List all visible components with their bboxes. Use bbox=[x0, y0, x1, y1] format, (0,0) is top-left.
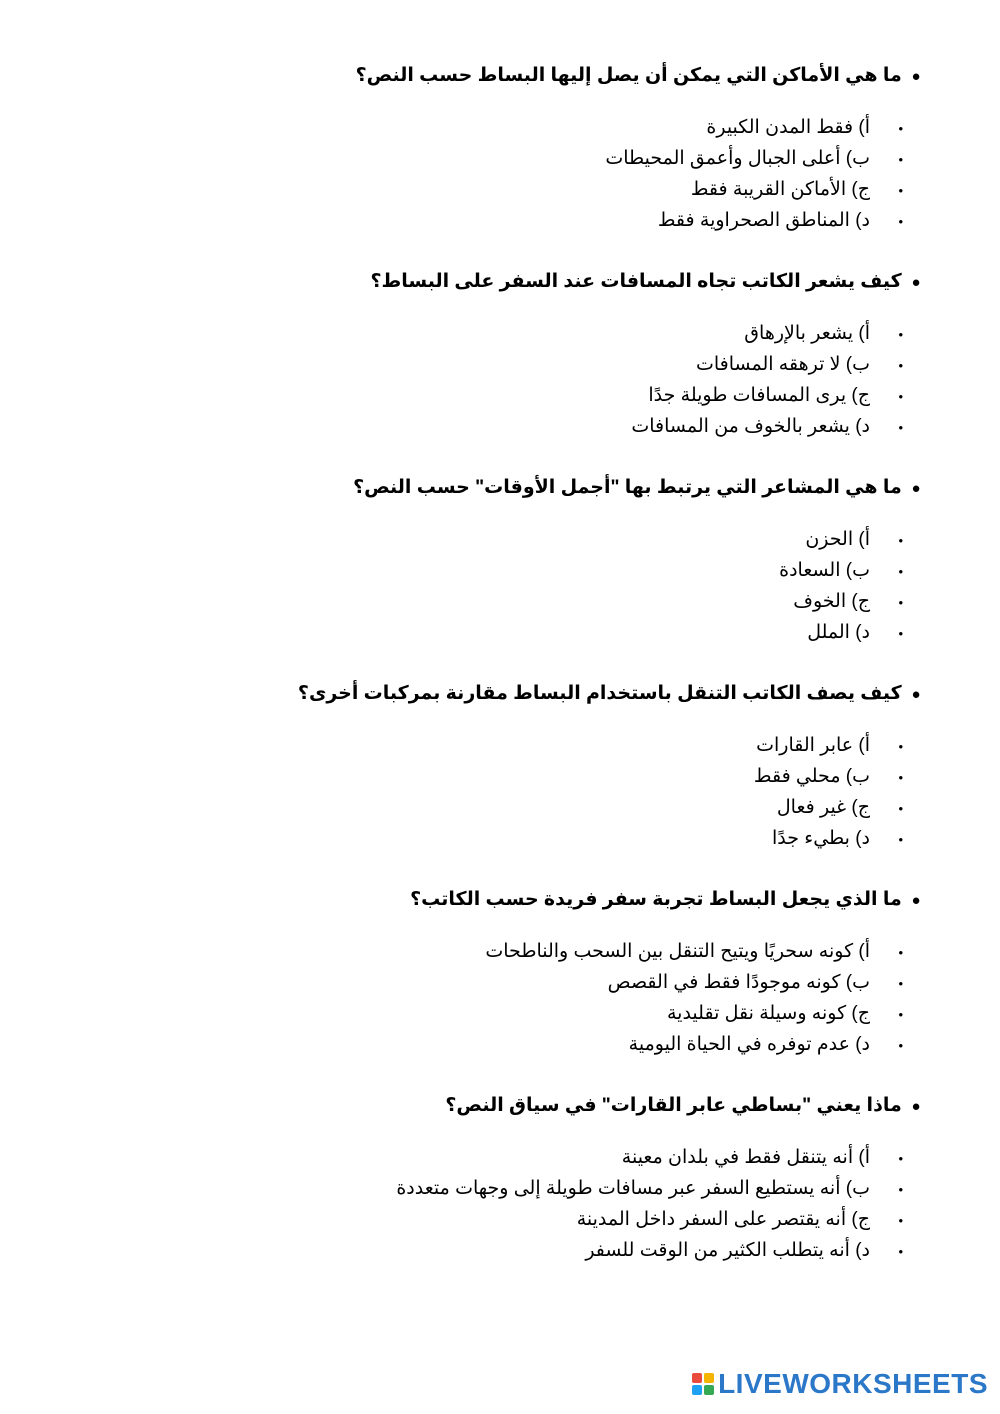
option-text: د) الملل bbox=[807, 622, 870, 643]
option-text: أ) الحزن bbox=[805, 529, 870, 550]
option-a[interactable] bbox=[65, 318, 925, 349]
question-bullet-icon: ● bbox=[911, 480, 921, 497]
option-bullet-icon: • bbox=[898, 389, 903, 404]
option-bullet-icon: • bbox=[898, 420, 903, 435]
option-c[interactable] bbox=[65, 174, 925, 205]
option-b[interactable] bbox=[65, 761, 925, 792]
option-bullet-icon: • bbox=[898, 739, 903, 754]
question-4 bbox=[65, 680, 925, 854]
option-bullet-icon: • bbox=[898, 121, 903, 136]
options-list bbox=[65, 1142, 925, 1266]
option-d[interactable] bbox=[65, 1029, 925, 1060]
option-b[interactable] bbox=[65, 349, 925, 380]
option-text: ب) لا ترهقه المسافات bbox=[695, 354, 870, 375]
option-c[interactable] bbox=[65, 998, 925, 1029]
option-bullet-icon: • bbox=[898, 976, 903, 991]
question-2 bbox=[65, 268, 925, 442]
options-list bbox=[65, 318, 925, 442]
option-a[interactable] bbox=[65, 524, 925, 555]
option-a[interactable] bbox=[65, 730, 925, 761]
liveworksheets-logo[interactable] bbox=[692, 1368, 988, 1400]
logo-mark-icon bbox=[692, 1373, 714, 1395]
option-c[interactable] bbox=[65, 792, 925, 823]
question-title bbox=[65, 680, 925, 709]
question-text: كيف يشعر الكاتب تجاه المسافات عند السفر على البساط؟ bbox=[370, 271, 902, 292]
logo-square-icon bbox=[704, 1373, 714, 1383]
option-bullet-icon: • bbox=[898, 327, 903, 342]
logo-square-icon bbox=[692, 1373, 702, 1383]
question-title bbox=[65, 474, 925, 503]
question-3 bbox=[65, 474, 925, 648]
options-list bbox=[65, 730, 925, 854]
option-text: ب) السعادة bbox=[779, 560, 870, 581]
option-d[interactable] bbox=[65, 411, 925, 442]
option-c[interactable] bbox=[65, 586, 925, 617]
question-title bbox=[65, 1092, 925, 1121]
option-d[interactable] bbox=[65, 205, 925, 236]
option-d[interactable] bbox=[65, 823, 925, 854]
option-a[interactable] bbox=[65, 936, 925, 967]
option-bullet-icon: • bbox=[898, 183, 903, 198]
question-text: ما هي الأماكن التي يمكن أن يصل إليها البساط حسب النص؟ bbox=[355, 65, 902, 86]
option-text: أ) فقط المدن الكبيرة bbox=[706, 117, 870, 138]
question-text: ماذا يعني "بساطي عابر القارات" في سياق النص؟ bbox=[445, 1095, 902, 1116]
option-bullet-icon: • bbox=[898, 1213, 903, 1228]
option-c[interactable] bbox=[65, 1204, 925, 1235]
option-text: أ) يشعر بالإرهاق bbox=[744, 323, 870, 344]
option-bullet-icon: • bbox=[898, 801, 903, 816]
option-d[interactable] bbox=[65, 1235, 925, 1266]
option-text: ج) أنه يقتصر على السفر داخل المدينة bbox=[576, 1209, 870, 1230]
option-b[interactable] bbox=[65, 555, 925, 586]
option-text: ج) كونه وسيلة نقل تقليدية bbox=[666, 1003, 870, 1024]
option-text: د) عدم توفره في الحياة اليومية bbox=[628, 1034, 870, 1055]
option-text: أ) أنه يتنقل فقط في بلدان معينة bbox=[621, 1147, 870, 1168]
option-text: ج) الأماكن القريبة فقط bbox=[690, 179, 870, 200]
option-text: د) أنه يتطلب الكثير من الوقت للسفر bbox=[585, 1240, 870, 1261]
question-text: ما الذي يجعل البساط تجربة سفر فريدة حسب الكاتب؟ bbox=[410, 889, 902, 910]
question-6 bbox=[65, 1092, 925, 1266]
question-text: ما هي المشاعر التي يرتبط بها "أجمل الأوقات" حسب النص؟ bbox=[353, 477, 902, 498]
options-list bbox=[65, 936, 925, 1060]
option-text: ج) يرى المسافات طويلة جدًا bbox=[648, 385, 870, 406]
option-bullet-icon: • bbox=[898, 1007, 903, 1022]
option-text: د) بطيء جدًا bbox=[772, 828, 870, 849]
logo-square-icon bbox=[704, 1385, 714, 1395]
options-list bbox=[65, 524, 925, 648]
option-text: د) المناطق الصحراوية فقط bbox=[657, 210, 870, 231]
option-bullet-icon: • bbox=[898, 1038, 903, 1053]
question-bullet-icon: ● bbox=[911, 1098, 921, 1115]
question-text: كيف يصف الكاتب التنقل باستخدام البساط مقارنة بمركبات أخرى؟ bbox=[297, 683, 902, 704]
option-text: ب) أعلى الجبال وأعمق المحيطات bbox=[605, 148, 870, 169]
option-bullet-icon: • bbox=[898, 1151, 903, 1166]
option-text: أ) كونه سحريًا ويتيح التنقل بين السحب والناطحات bbox=[485, 941, 870, 962]
option-text: ج) غير فعال bbox=[776, 797, 870, 818]
option-text: ج) الخوف bbox=[793, 591, 870, 612]
option-text: أ) عابر القارات bbox=[756, 735, 870, 756]
option-bullet-icon: • bbox=[898, 1182, 903, 1197]
worksheet bbox=[65, 62, 925, 1298]
option-b[interactable] bbox=[65, 143, 925, 174]
option-b[interactable] bbox=[65, 967, 925, 998]
option-bullet-icon: • bbox=[898, 564, 903, 579]
option-a[interactable] bbox=[65, 1142, 925, 1173]
option-bullet-icon: • bbox=[898, 770, 903, 785]
option-bullet-icon: • bbox=[898, 358, 903, 373]
option-bullet-icon: • bbox=[898, 595, 903, 610]
option-c[interactable] bbox=[65, 380, 925, 411]
option-bullet-icon: • bbox=[898, 626, 903, 641]
option-bullet-icon: • bbox=[898, 832, 903, 847]
question-title bbox=[65, 62, 925, 91]
option-text: د) يشعر بالخوف من المسافات bbox=[631, 416, 870, 437]
option-bullet-icon: • bbox=[898, 945, 903, 960]
question-title bbox=[65, 886, 925, 915]
question-bullet-icon: ● bbox=[911, 274, 921, 291]
option-bullet-icon: • bbox=[898, 152, 903, 167]
option-text: ب) محلي فقط bbox=[753, 766, 870, 787]
option-text: ب) أنه يستطيع السفر عبر مسافات طويلة إلى وجهات متعددة bbox=[396, 1178, 870, 1199]
option-bullet-icon: • bbox=[898, 1244, 903, 1259]
option-b[interactable] bbox=[65, 1173, 925, 1204]
option-a[interactable] bbox=[65, 112, 925, 143]
option-bullet-icon: • bbox=[898, 533, 903, 548]
question-bullet-icon: ● bbox=[911, 892, 921, 909]
option-d[interactable] bbox=[65, 617, 925, 648]
logo-text: LIVEWORKSHEETS bbox=[718, 1368, 988, 1399]
options-list bbox=[65, 112, 925, 236]
question-bullet-icon: ● bbox=[911, 686, 921, 703]
option-text: ب) كونه موجودًا فقط في القصص bbox=[607, 972, 870, 993]
question-1 bbox=[65, 62, 925, 236]
question-bullet-icon: ● bbox=[911, 68, 921, 85]
logo-square-icon bbox=[692, 1385, 702, 1395]
question-5 bbox=[65, 886, 925, 1060]
question-title bbox=[65, 268, 925, 297]
option-bullet-icon: • bbox=[898, 214, 903, 229]
